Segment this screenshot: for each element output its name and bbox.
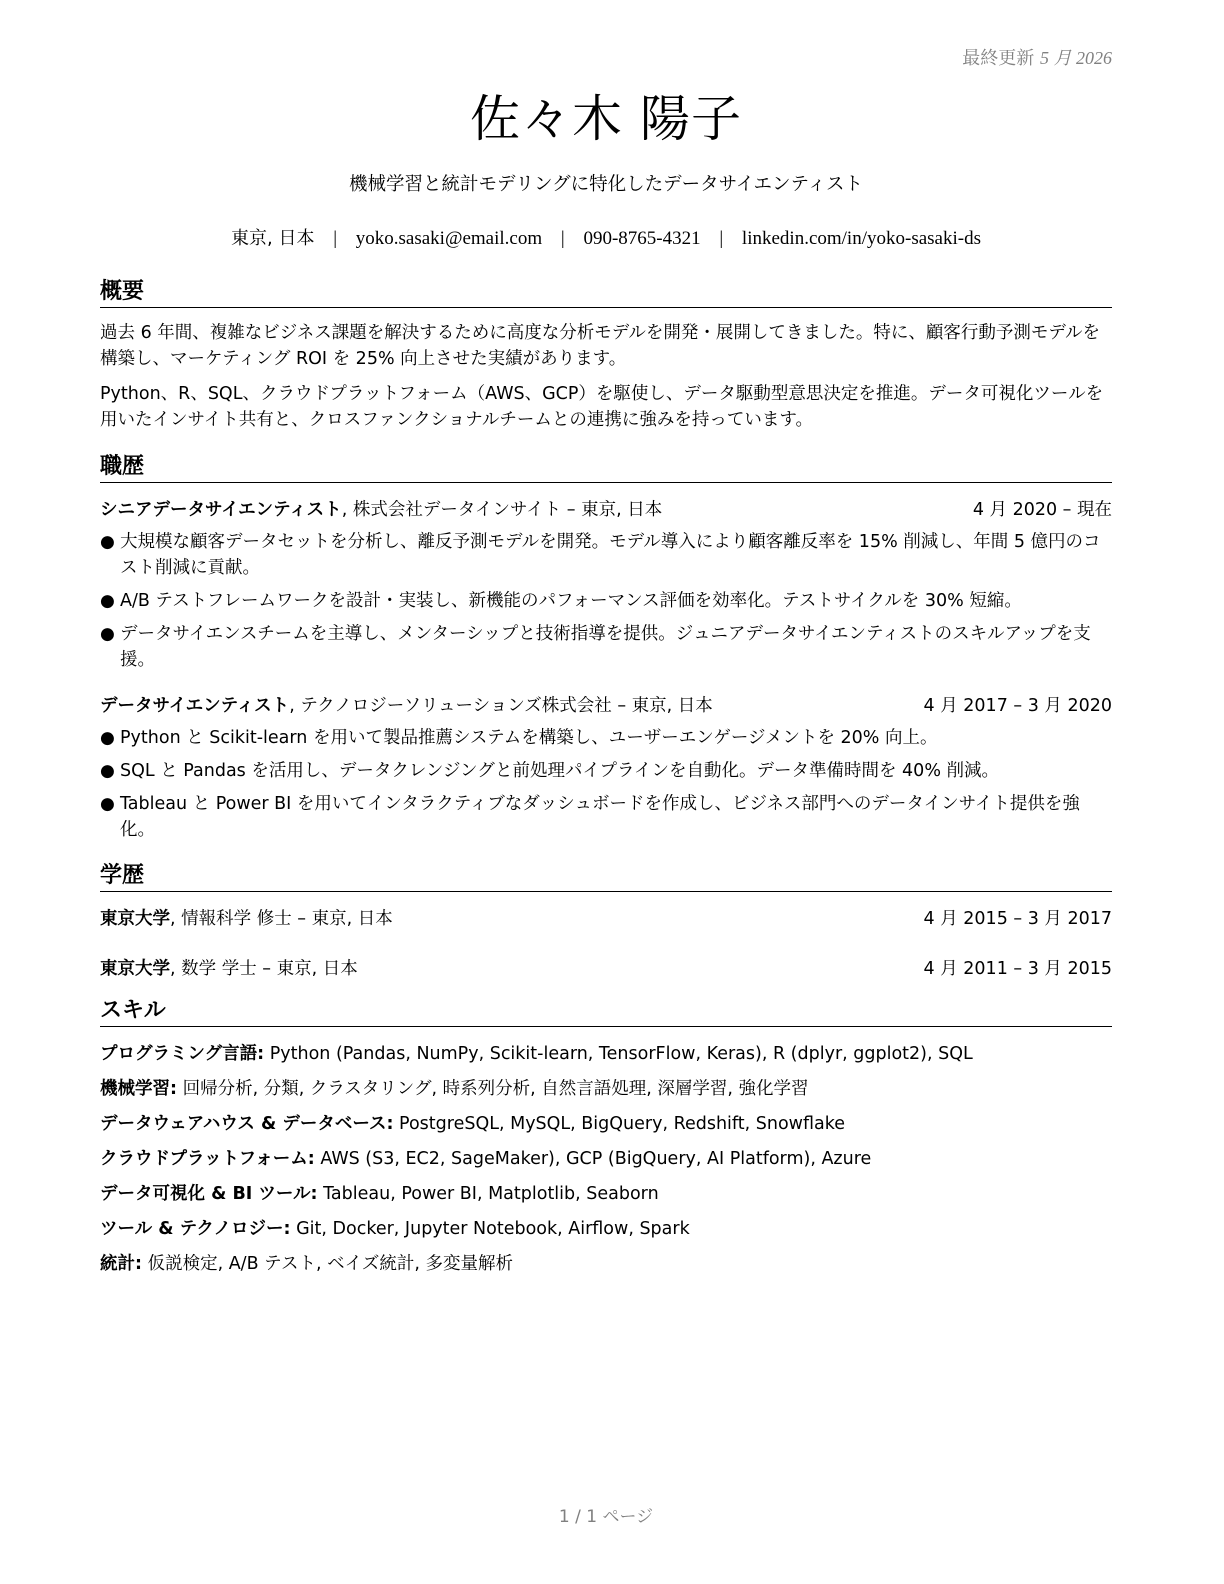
contact-location: 東京, 日本: [231, 228, 315, 249]
bullet-icon: ●: [100, 761, 115, 781]
skill-item: [100, 1076, 1112, 1111]
tagline: 機械学習と統計モデリングに特化したデータサイエンティスト: [348, 174, 864, 195]
job-entry: [100, 497, 1112, 673]
bullet-icon: ●: [100, 624, 115, 644]
list-item: [100, 621, 1112, 673]
summary-paragraph: Python、R、SQL、クラウドプラットフォーム（AWS、GCP）を駆使し、データ駆動型意思決定を推進。データ可視化ツールを用いたインサイト共有と、クロスファンクショナルチームとの連携に強みを持っています。: [100, 384, 1104, 430]
job-role: データサイエンティスト: [100, 696, 290, 716]
bullet-text: Python と Scikit-learn を用いて製品推薦システムを構築し、ユーザーエンゲージメントを 20% 向上。: [120, 728, 938, 748]
skill-label: クラウドプラットフォーム:: [100, 1149, 315, 1169]
job-header: [100, 497, 1112, 523]
summary-paragraph: 過去 6 年間、複雑なビジネス課題を解決するために高度な分析モデルを開発・展開してきました。特に、顧客行動予測モデルを構築し、マーケティング ROI を 25% 向上させた実績があります。: [100, 323, 1100, 369]
contact-separator: |: [719, 228, 724, 249]
bullet-text: 大規模な顧客データセットを分析し、離反予測モデルを開発。モデル導入により顧客離反率を 15% 削減し、年間 5 億円のコスト削減に貢献。: [120, 532, 1101, 578]
list-item: [100, 588, 1112, 614]
skill-label: 統計:: [100, 1254, 142, 1274]
skills-list: [100, 1041, 1112, 1286]
degree-detail: , 情報科学 修士 – 東京, 日本: [170, 909, 393, 929]
experience-section: [100, 453, 1112, 843]
education-date: 4 月 2015 – 3 月 2017: [923, 909, 1112, 929]
education-section: [100, 862, 1112, 982]
page-indicator: 1 / 1 ページ: [558, 1507, 654, 1527]
skill-value: Python (Pandas, NumPy, Scikit-learn, TensorFlow, Keras), R (dplyr, ggplot2), SQL: [269, 1044, 973, 1064]
last-updated-value: 5 月 2026: [1040, 48, 1112, 68]
skills-section: [100, 997, 1112, 1286]
bullet-text: Tableau と Power BI を用いてインタラクティブなダッシュボードを作成し、ビジネス部門へのデータインサイト提供を強化。: [120, 794, 1080, 840]
skill-value: PostgreSQL, MySQL, BigQuery, Redshift, Snowflake: [399, 1114, 845, 1134]
contact-linkedin[interactable]: linkedin.com/in/yoko-sasaki-ds: [741, 228, 981, 249]
job-date: 4 月 2020 – 現在: [972, 500, 1112, 520]
skill-label: ツール & テクノロジー:: [100, 1219, 291, 1239]
education-entry: [100, 956, 1112, 982]
contact-separator: |: [333, 228, 338, 249]
job-header: [100, 693, 1112, 719]
education-date: 4 月 2011 – 3 月 2015: [923, 959, 1112, 979]
skill-item: [100, 1216, 1112, 1251]
skill-value: 仮説検定, A/B テスト, ベイズ統計, 多変量解析: [147, 1254, 514, 1274]
education-entry: [100, 906, 1112, 932]
contact-phone[interactable]: 090-8765-4321: [583, 228, 701, 249]
job-bullets: [100, 725, 1112, 843]
skill-value: Git, Docker, Jupyter Notebook, Airflow, Spark: [296, 1219, 690, 1239]
summary-section: [100, 278, 1112, 433]
skill-label: データウェアハウス & データベース:: [100, 1114, 394, 1134]
bullet-icon: ●: [100, 728, 115, 748]
list-item: [100, 791, 1112, 843]
skill-item: [100, 1041, 1112, 1076]
bullet-text: A/B テストフレームワークを設計・実装し、新機能のパフォーマンス評価を効率化。テストサイクルを 30% 短縮。: [120, 591, 1022, 611]
summary-title: 概要: [100, 278, 1112, 308]
resume-page: [100, 0, 1112, 1584]
bullet-icon: ●: [100, 532, 115, 552]
list-item: [100, 725, 1112, 751]
last-updated: [962, 44, 1112, 70]
job-date: 4 月 2017 – 3 月 2020: [923, 696, 1112, 716]
person-name: 佐々木 陽子: [470, 90, 742, 148]
bullet-icon: ●: [100, 591, 115, 611]
degree-detail: , 数学 学士 – 東京, 日本: [170, 959, 358, 979]
school-name: 東京大学: [100, 909, 170, 929]
last-updated-label: 最終更新: [962, 48, 1035, 69]
education-title: 学歴: [100, 862, 1112, 892]
job-bullets: [100, 529, 1112, 673]
contact-line: [100, 224, 1112, 250]
skill-label: プログラミング言語:: [100, 1044, 265, 1064]
contact-separator: |: [560, 228, 565, 249]
bullet-text: SQL と Pandas を活用し、データクレンジングと前処理パイプラインを自動化。データ準備時間を 40% 削減。: [120, 761, 1000, 781]
skill-label: 機械学習:: [100, 1079, 177, 1099]
list-item: [100, 758, 1112, 784]
skills-title: スキル: [100, 997, 1112, 1027]
skill-label: データ可視化 & BI ツール:: [100, 1184, 318, 1204]
skill-value: AWS (S3, EC2, SageMaker), GCP (BigQuery, AI Platform), Azure: [320, 1149, 872, 1169]
skill-item: [100, 1251, 1112, 1286]
job-org: , テクノロジーソリューションズ株式会社 – 東京, 日本: [289, 696, 713, 716]
skill-value: Tableau, Power BI, Matplotlib, Seaborn: [323, 1184, 659, 1204]
skill-value: 回帰分析, 分類, クラスタリング, 時系列分析, 自然言語処理, 深層学習, 強化学習: [182, 1079, 809, 1099]
bullet-icon: ●: [100, 794, 115, 814]
job-org: , 株式会社データインサイト – 東京, 日本: [341, 500, 663, 520]
school-name: 東京大学: [100, 959, 170, 979]
skill-item: [100, 1181, 1112, 1216]
contact-email[interactable]: yoko.sasaki@email.com: [355, 228, 543, 249]
skill-item: [100, 1111, 1112, 1146]
list-item: [100, 529, 1112, 581]
experience-title: 職歴: [100, 453, 1112, 483]
bullet-text: データサイエンスチームを主導し、メンターシップと技術指導を提供。ジュニアデータサイエンティストのスキルアップを支援。: [120, 624, 1091, 670]
skill-item: [100, 1146, 1112, 1181]
job-role: シニアデータサイエンティスト: [100, 500, 342, 520]
job-entry: [100, 693, 1112, 843]
